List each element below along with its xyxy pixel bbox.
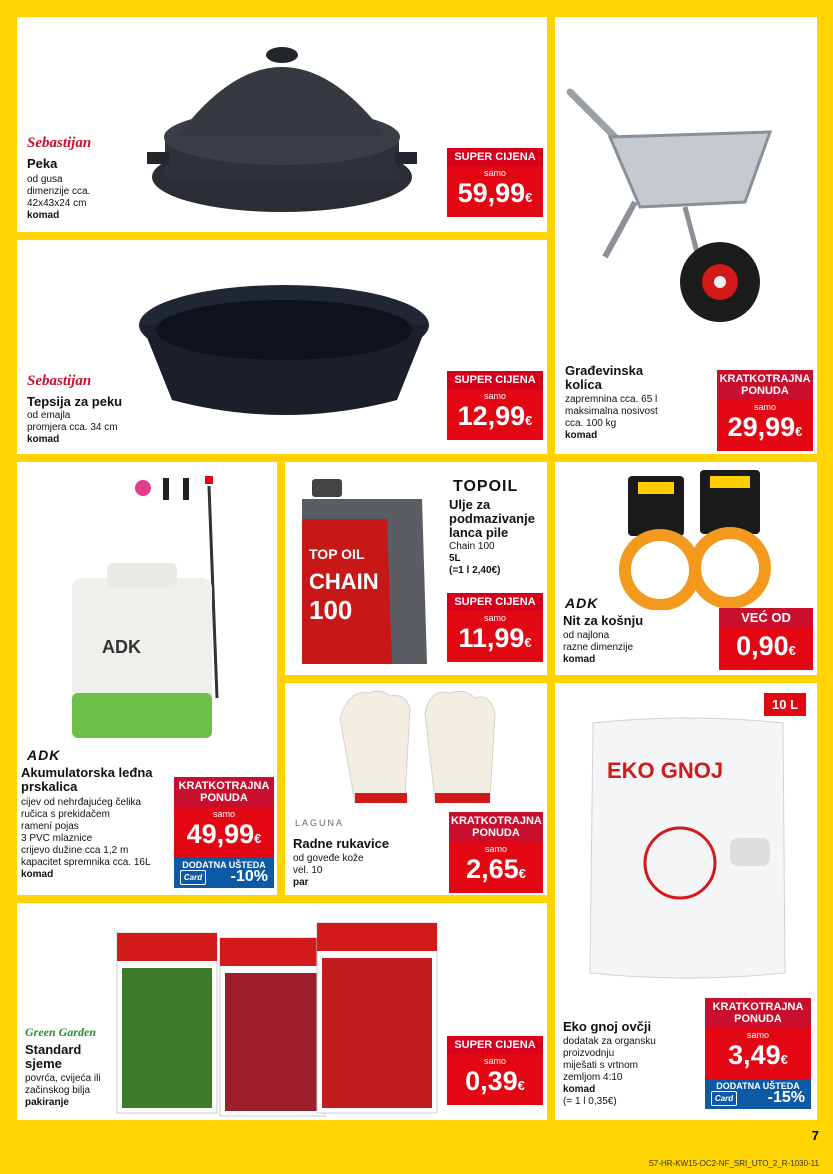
- product-name-peka: Peka: [27, 156, 58, 171]
- product-name-ulje: Ulje za podmazivanje lanca pile: [449, 497, 535, 540]
- product-name-nit: Nit za košnju: [563, 613, 644, 628]
- product-name-eko-gnoj: Eko gnoj ovčji: [563, 1019, 652, 1034]
- sprayer-image: [67, 468, 247, 748]
- product-name-prskalica: Akumulatorska leđna prskalica: [21, 765, 153, 794]
- svg-text:ADK: ADK: [102, 637, 141, 657]
- wheelbarrow-image: [565, 82, 810, 332]
- product-card-peka[interactable]: [17, 17, 547, 232]
- product-desc-nit: od najlona razne dimenzije komad: [563, 630, 634, 665]
- price-box-eko-gnoj: KRATKOTRAJNA PONUDA samo 3,49€ DODATNA UŠTEDA Card -15%: [705, 998, 811, 1109]
- brand-topoil: TOPOIL: [453, 478, 519, 495]
- product-card-tepsija[interactable]: [17, 240, 547, 454]
- product-name-tepsija: Tepsija za peku: [27, 394, 123, 409]
- price-ulje: 11,99€: [458, 623, 532, 653]
- price-peka: 59,99€: [457, 178, 533, 208]
- product-desc-sjeme: povrća, cvijeća ili začinskog bilja pakiranje: [25, 1073, 101, 1108]
- footer-code: S7-HR-KW15-OC2-NF_SRI_UTO_2_R-1030-11: [648, 1159, 819, 1168]
- product-card-rukavice[interactable]: [285, 683, 547, 895]
- tepsija-image: [137, 270, 432, 420]
- brand-adk-1: ADK: [27, 747, 61, 763]
- product-card-sjeme[interactable]: [17, 903, 547, 1120]
- badge-vec-od: VEĆ OD: [719, 608, 813, 628]
- price-box-kolica: KRATKOTRAJNA PONUDA samo 29,99€: [717, 370, 813, 451]
- brand-green-garden: Green Garden: [25, 1025, 96, 1039]
- gloves-image: [330, 688, 510, 818]
- brand-sebastijan-1: Sebastijan: [27, 135, 92, 151]
- product-desc-eko-gnoj: dodatak za organsku proizvodnju miješati s vrtnom zemljom 4:10 komad (= 1 l 0,35€): [563, 1036, 656, 1107]
- brand-sebastijan-2: Sebastijan: [27, 373, 92, 389]
- price-box-rukavice: KRATKOTRAJNA PONUDA samo 2,65€: [449, 812, 543, 893]
- product-desc-tepsija: od emajla promjera cca. 34 cm komad: [27, 410, 118, 445]
- product-card-nit[interactable]: [555, 462, 817, 675]
- product-desc-rukavice: od goveđe kože vel. 10 par: [293, 853, 364, 888]
- product-card-ulje[interactable]: [285, 462, 547, 675]
- extra-savings-eko-gnoj: DODATNA UŠTEDA Card -15%: [705, 1079, 811, 1109]
- brand-adk-2: ADK: [565, 595, 599, 611]
- product-card-prskalica[interactable]: [17, 462, 277, 895]
- product-card-eko-gnoj[interactable]: [555, 683, 817, 1120]
- product-name-kolica: Građevinska kolica: [565, 363, 644, 392]
- price-tepsija: 12,99€: [457, 401, 533, 431]
- price-sjeme: 0,39€: [465, 1066, 525, 1096]
- price-rukavice: 2,65€: [466, 854, 526, 884]
- price-box-tepsija: SUPER CIJENA samo 12,99€: [447, 371, 543, 440]
- fertilizer-bag-image: [585, 713, 790, 983]
- product-desc-peka: od gusa dimenzije cca. 42x43x24 cm komad: [27, 174, 91, 221]
- price-box-peka: SUPER CIJENA samo 59,99€: [447, 148, 543, 217]
- price-kolica: 29,99€: [727, 412, 803, 442]
- card-icon: Card: [711, 1091, 737, 1106]
- trimmer-line-image: [610, 470, 810, 610]
- product-desc-ulje: Chain 100 5L (=1 l 2,40€): [449, 541, 501, 576]
- price-nit: 0,90€: [736, 631, 796, 661]
- svg-text:TOP OIL: TOP OIL: [309, 546, 365, 562]
- badge-super-cijena: SUPER CIJENA: [447, 148, 543, 166]
- seed-packets-image: [112, 918, 442, 1118]
- product-name-sjeme: Standard sjeme: [25, 1042, 82, 1071]
- badge-kratkotrajna-ponuda: KRATKOTRAJNA PONUDA: [717, 370, 813, 400]
- price-eko-gnoj: 3,49€: [728, 1040, 788, 1070]
- svg-text:100: 100: [309, 595, 353, 625]
- price-prskalica: 49,99€: [186, 819, 262, 849]
- page-number: 7: [811, 1128, 819, 1143]
- price-box-nit: [719, 608, 813, 670]
- product-desc-prskalica: cijev od nehrđajućeg čelika ručica s prekidačem ramení pojas 3 PVC mlaznice crijevo dužine cca 1,2 m kapacitet spremnika cca. 16L komad: [21, 797, 151, 880]
- brand-laguna: LAGUNA: [295, 818, 345, 828]
- price-box-prskalica: KRATKOTRAJNA PONUDA samo 49,99€ DODATNA UŠTEDA Card -10%: [174, 777, 274, 888]
- product-name-rukavice: Radne rukavice: [293, 836, 390, 851]
- svg-text:EKO GNOJ: EKO GNOJ: [607, 758, 724, 783]
- svg-text:CHAIN: CHAIN: [309, 569, 379, 594]
- product-desc-kolica: zapremnina cca. 65 l maksimalna nosivost cca. 100 kg komad: [565, 394, 658, 441]
- peka-image: [147, 27, 417, 227]
- oil-can-image: [297, 474, 437, 669]
- price-box-sjeme: SUPER CIJENA samo 0,39€: [447, 1036, 543, 1105]
- card-icon: Card: [180, 870, 206, 885]
- product-card-kolica[interactable]: [555, 17, 817, 454]
- price-box-ulje: SUPER CIJENA samo 11,99€: [447, 593, 543, 662]
- volume-tag: 10 L: [764, 693, 806, 716]
- extra-savings-prskalica: DODATNA UŠTEDA Card -10%: [174, 858, 274, 888]
